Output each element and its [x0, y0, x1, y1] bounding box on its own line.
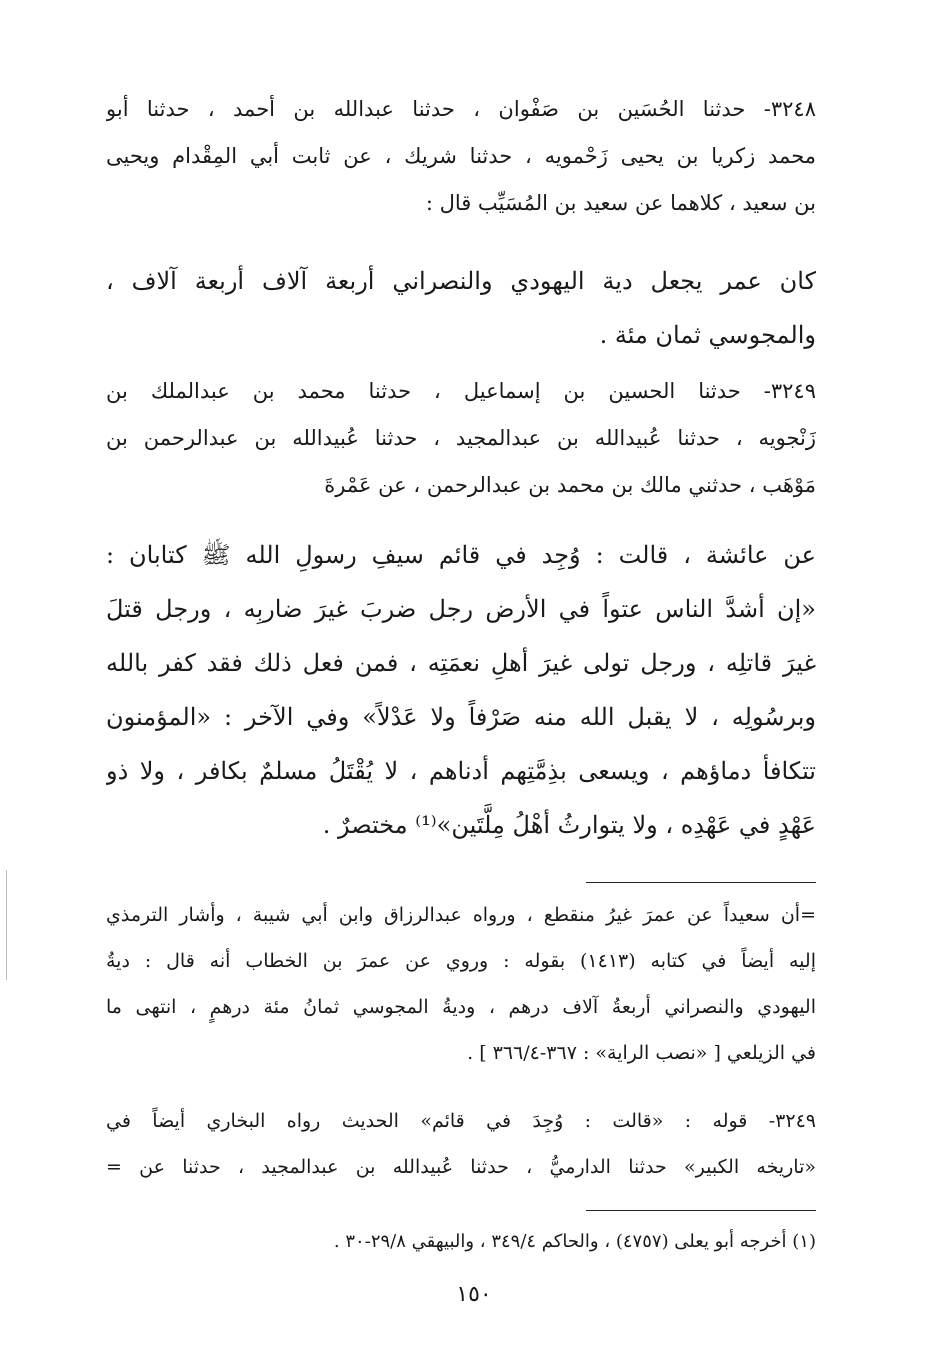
note-line: =أن سعيداً عن عمرَ غيرُ منقطع ، ورواه عبدالرزاق وابن أبي شيبة ، وأشار الترمذي — [106, 904, 816, 926]
scan-margin-mark — [6, 870, 7, 980]
matn-line: تتكافأ دماؤهم ، ويسعى بذِمَّتِهم أدناهم ، لا يُقْتَلُ مسلمٌ بكافر ، ولا ذو — [106, 757, 816, 785]
matn-line: غيرَ قاتلِه ، ورجل تولى غيرَ أهلِ نعمَتِه ، فمن فعل ذلك فقد كفر بالله — [106, 649, 816, 677]
matn-line: والمجوسي ثمان مئة . — [599, 321, 816, 349]
commentary-separator — [586, 882, 816, 883]
matn-line: وبرسُولِه ، لا يقبل الله منه صَرْفاً ولا عَدْلاً» وفي الآخر : «المؤمنون — [106, 703, 816, 731]
footnote-separator — [586, 1210, 816, 1211]
isnad-line: ٣٢٤٩- حدثنا الحسين بن إسماعيل ، حدثنا محمد بن عبدالملك بن — [106, 379, 816, 403]
commentary-note-3248 — [106, 892, 816, 1076]
note-line: في الزيلعي [ «نصب الراية» : ٣٦٧-٣٦٦/٤ ] . — [467, 1042, 816, 1064]
note-line: ٣٢٤٩- قوله : «قالت : وُجِدَ في قائم» الحديث رواه البخاري أيضاً في — [106, 1110, 816, 1132]
footnote-text: (١) أخرجه أبو يعلى (٤٧٥٧) ، والحاكم ٣٤٩/٤ ، والبيهقي ٢٩/٨-٣٠ . — [333, 1231, 816, 1252]
matn-line: عن عائشة ، قالت : وُجِد في قائم سيفِ رسولِ الله ﷺ كتابان : — [106, 541, 816, 569]
hadith-3248-isnad — [106, 86, 816, 227]
commentary-note-3249 — [106, 1098, 816, 1190]
note-line: «تاريخه الكبير» حدثنا الدارميُّ ، حدثنا عُبيدالله بن عبدالمجيد ، حدثنا عن = — [106, 1156, 816, 1178]
isnad-line: زَنْجويه ، حدثنا عُبيدالله بن عبدالمجيد ، حدثنا عُبيدالله بن عبدالرحمن بن — [106, 426, 816, 450]
isnad-line: ٣٢٤٨- حدثنا الحُسَين بن صَفْوان ، حدثنا عبدالله بن أحمد ، حدثنا أبو — [106, 97, 816, 121]
matn-line: كان عمر يجعل دية اليهودي والنصراني أربعة آلاف أربعة آلاف ، — [106, 267, 816, 295]
hadith-3249-matn — [106, 528, 816, 852]
matn-line: عَهْدٍ في عَهْدِه ، ولا يتوارثُ أهْلُ مِلَّتَين»⁽¹⁾ مختصرٌ . — [322, 811, 816, 839]
page-number: ١٥٠ — [456, 1282, 492, 1307]
hadith-3249-isnad — [106, 368, 816, 509]
note-line: إليه أيضاً في كتابه (١٤١٣) بقوله : وروي عن عمرَ بن الخطاب أنه قال : ديةُ — [106, 950, 816, 972]
footnote — [106, 1222, 816, 1262]
isnad-line: مَوْهَب ، حدثني مالك بن محمد بن عبدالرحمن ، عن عَمْرةَ — [324, 473, 816, 497]
isnad-line: محمد زكريا بن يحيى زَحْمويه ، حدثنا شريك ، عن ثابت أبي المِقْدام ويحيى — [106, 144, 816, 168]
isnad-line: بن سعيد ، كلاهما عن سعيد بن المُسَيِّب قال : — [425, 191, 816, 215]
matn-line: «إن أشدَّ الناس عتواً في الأرض رجل ضربَ غيرَ ضاربِه ، ورجل قتلَ — [106, 595, 816, 623]
hadith-3248-matn — [106, 254, 816, 362]
note-line: اليهودي والنصراني أربعةُ آلاف درهم ، وديةُ المجوسي ثمانُ مئة درهمٍ ، انتهى ما — [106, 996, 816, 1018]
